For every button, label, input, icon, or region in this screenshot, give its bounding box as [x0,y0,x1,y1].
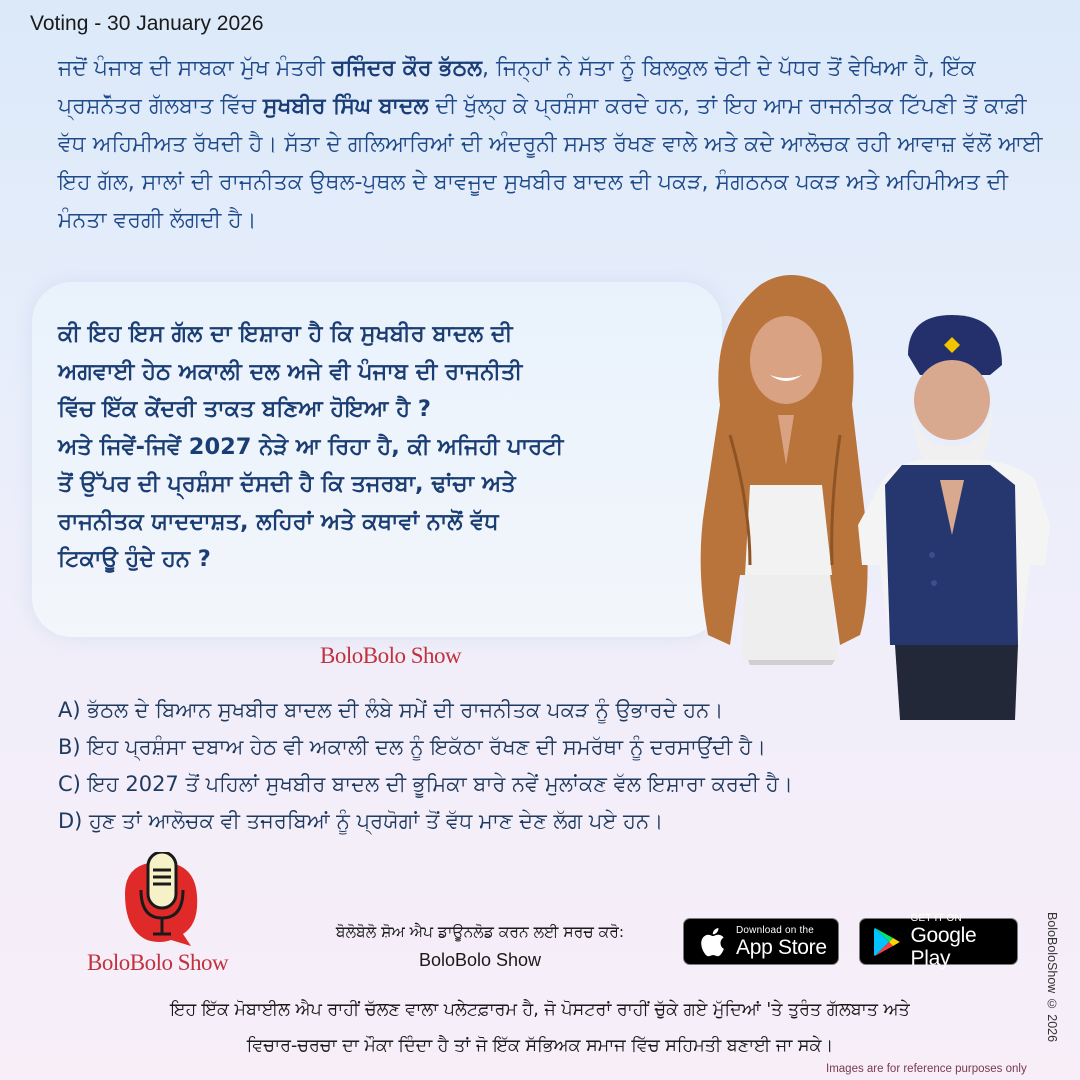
answer-options [58,692,1018,840]
apple-icon [694,927,730,957]
woman-figure [701,275,868,665]
platform-description [40,992,1040,1064]
intro-text: ਜਦੋਂ ਪੰਜਾਬ ਦੀ ਸਾਬਕਾ ਮੁੱਖ ਮੰਤਰੀ [58,56,332,81]
question-text [58,316,698,579]
app-name: BoloBolo Show [418,950,542,970]
description-line: ਵਿਚਾਰ-ਚਰਚਾ ਦਾ ਮੌਕਾ ਦਿੰਦਾ ਹੈ ਤਾਂ ਜੋ ਇੱਕ ਸੱਭਿਅਕ ਸਮਾਜ ਵਿੱਚ ਸਹਿਮਤੀ ਬਣਾਈ ਜਾ ਸਕੇ। [246,1036,834,1056]
download-prompt [290,918,670,974]
download-prompt-text: ਬੋਲੋਬੋਲੋ ਸ਼ੋਅ ਐਪ ਡਾਊਨਲੋਡ ਕਰਨ ਲਈ ਸਰਚ ਕਰੋ: [335,923,625,941]
intro-paragraph [58,50,1048,240]
question-line: ਕੀ ਇਹ ਇਸ ਗੱਲ ਦਾ ਇਸ਼ਾਰਾ ਹੈ ਕਿ ਸੁਖਬੀਰ ਬਾਦਲ ਦੀ [58,321,513,347]
app-store-label: App Store [736,935,827,959]
option-a[interactable]: A) ਭੱਠਲ ਦੇ ਬਿਆਨ ਸੁਖਬੀਰ ਬਾਦਲ ਦੀ ਲੰਬੇ ਸਮੇਂ ਦੀ ਰਾਜਨੀਤਕ ਪਕੜ ਨੂੰ ਉਭਾਰਦੇ ਹਨ। [58,698,724,722]
man-figure [858,315,1050,720]
copyright-vertical: BoloBoloShow © 2026 [1045,912,1059,1043]
question-line: ਰਾਜਨੀਤਕ ਯਾਦਦਾਸ਼ਤ, ਲਹਿਰਾਂ ਅਤੇ ਕਥਾਵਾਂ ਨਾਲੋਂ ਵੱਧ [58,508,499,535]
question-line: ਟਿਕਾਊ ਹੁੰਦੇ ਹਨ ? [58,546,211,572]
option-c[interactable]: C) ਇਹ 2027 ਤੋਂ ਪਹਿਲਾਂ ਸੁਖਬੀਰ ਬਾਦਲ ਦੀ ਭੂਮਿਕਾ ਬਾਰੇ ਨਵੇਂ ਮੁਲਾਂਕਣ ਵੱਲ ਇਸ਼ਾਰਾ ਕਰਦੀ ਹੈ। [58,772,793,796]
google-play-button[interactable] [859,913,1018,970]
google-play-small-label: GET IT ON [910,913,962,924]
description-line: ਇਹ ਇੱਕ ਮੋਬਾਈਲ ਐਪ ਰਾਹੀਂ ਚੱਲਣ ਵਾਲਾ ਪਲੇਟਫ਼ਾਰਮ ਹੈ, ਜੋ ਪੋਸਟਰਾਂ ਰਾਹੀਂ ਚੁੱਕੇ ਗਏ ਮੁੱਦਿਆਂ 'ਤੇ ਤੁਰੰਤ ਗੱਲਬਾਤ ਅਤੇ [170,1000,910,1020]
politicians-photo [690,265,1075,720]
question-line: ਤੋਂ ਉੱਪਰ ਦੀ ਪ੍ਰਸ਼ੰਸਾ ਦੱਸਦੀ ਹੈ ਕਿ ਤਜਰਬਾ, ਢਾਂਚਾ ਅਤੇ [58,471,516,497]
app-store-small-label: Download on the [736,924,815,936]
app-store-button[interactable] [683,918,839,965]
question-line: ਅਤੇ ਜਿਵੇਂ-ਜਿਵੇਂ 2027 ਨੇੜੇ ਆ ਰਿਹਾ ਹੈ, ਕੀ ਅਜਿਹੀ ਪਾਰਟੀ [58,433,564,460]
intro-text: ਦੀ ਖੁੱਲ੍ਹ ਕੇ ਪ੍ਰਸ਼ੰਸਾ ਕਰਦੇ ਹਨ, ਤਾਂ ਇਹ ਆਮ ਰਾਜਨੀਤਕ ਟਿੱਪਣੀ ਤੋਂ ਕਾਫ਼ੀ ਵੱਧ ਅਹਿਮੀਅਤ ਰੱਖਦੀ ਹੈ। ਸੱਤਾ ਦੇ ਗਲਿਆਰਿਆਂ ਦੀ ਅੰਦਰੂਨੀ ਸਮਝ ਰੱਖਣ ਵਾਲੇ ਅਤੇ ਕਦੇ ਆਲੋਚਕ ਰਹੀ ਆਵਾਜ਼ ਵੱਲੋਂ ਆਈ ਇਹ ਗੱਲ, ਸਾਲਾਂ ਦੀ ਰਾਜਨੀਤਕ ਉਥਲ-ਪੁਥਲ ਦੇ ਬਾਵਜੂਦ ਸੁਖਬੀਰ ਬਾਦਲ ਦੀ ਪਕੜ, ਸੰਗਠਨਕ ਪਕੜ ਅਤੇ ਅਹਿਮੀਅਤ ਦੀ ਮੰਨਤਾ ਵਰਗੀ ਲੱਗਦੀ ਹੈ। [58,94,1043,233]
option-b[interactable]: B) ਇਹ ਪ੍ਰਸ਼ੰਸਾ ਦਬਾਅ ਹੇਠ ਵੀ ਅਕਾਲੀ ਦਲ ਨੂੰ ਇਕੱਠਾ ਰੱਖਣ ਦੀ ਸਮਰੱਥਾ ਨੂੰ ਦਰਸਾਉਂਦੀ ਹੈ। [58,735,767,759]
image-disclaimer: Images are for reference purposes only [826,1063,1027,1075]
google-play-icon [870,927,905,957]
name-sukhbir-badal: ਸੁਖਬੀਰ ਸਿੰਘ ਬਾਦਲ [262,94,429,119]
question-line: ਵਿੱਚ ਇੱਕ ਕੇਂਦਰੀ ਤਾਕਤ ਬਣਿਆ ਹੋਇਆ ਹੈ ? [58,396,431,422]
option-d[interactable]: D) ਹੁਣ ਤਾਂ ਆਲੋਚਕ ਵੀ ਤਜਰਬਿਆਂ ਨੂੰ ਪ੍ਰਯੋਗਾਂ ਤੋਂ ਵੱਧ ਮਾਣ ਦੇਣ ਲੱਗ ਪਏ ਹਨ। [58,809,664,833]
intro-text: , ਜਿਨ੍ਹਾਂ ਨੇ ਸੱਤਾ ਨੂੰ ਬਿਲਕੁਲ ਚੋਟੀ ਦੇ ਪੱਧਰ ਤੋਂ ਵੇਖਿਆ ਹੈ, ਇੱਕ ਪ੍ਰਸ਼ਨੋੱਤਰ ਗੱਲਬਾਤ ਵਿੱਚ [58,56,976,119]
google-play-label: Google Play [910,924,977,970]
card-brand-watermark: BoloBolo Show [320,643,462,668]
question-line: ਅਗਵਾਈ ਹੇਠ ਅਕਾਲੀ ਦਲ ਅਜੇ ਵੀ ਪੰਜਾਬ ਦੀ ਰਾਜਨੀਤੀ [58,358,523,385]
logo-text: BoloBolo Show [87,950,229,975]
date-label: Voting - 30 January 2026 [30,12,264,35]
name-bhattal: ਰਜਿੰਦਰ ਕੌਰ ਭੱਠਲ [331,56,482,81]
